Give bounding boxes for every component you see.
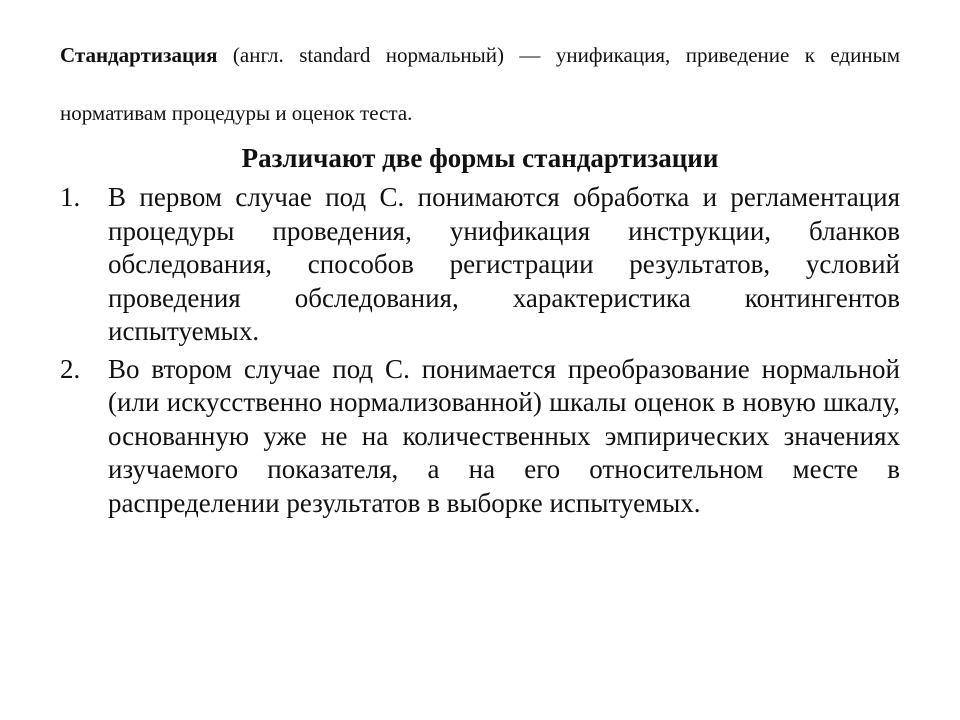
list-item — [60, 181, 900, 349]
definition-paragraph — [60, 26, 900, 142]
list-item — [60, 353, 900, 521]
definition-text: (англ. standard нормальный) — унификация, приведение к единым нормативам процедуры и оценок теста. — [60, 43, 900, 125]
standardization-forms-list — [60, 181, 900, 524]
list-number: 2. — [60, 353, 81, 384]
list-item-text: В первом случае под С. понимаются обработка и регламентация процедуры проведения, унификация инструкции, бланков обследования, способов регистрации результатов, условий проведения обследования, характеристика контингентов испытуемых. — [108, 182, 900, 346]
list-item-text: Во втором случае под С. понимается преобразование нормальной (или искусственно нормализованной) шкалы оценок в новую шкалу, основанную уже не на количественных эмпирических значениях изучаемого показателя, а на его относительном месте в распределении результатов в выборке испытуемых. — [108, 353, 900, 518]
list-number: 1. — [60, 182, 81, 212]
term-label: Стандартизация — [60, 43, 218, 67]
section-heading: Различают две формы стандартизации — [241, 143, 719, 173]
